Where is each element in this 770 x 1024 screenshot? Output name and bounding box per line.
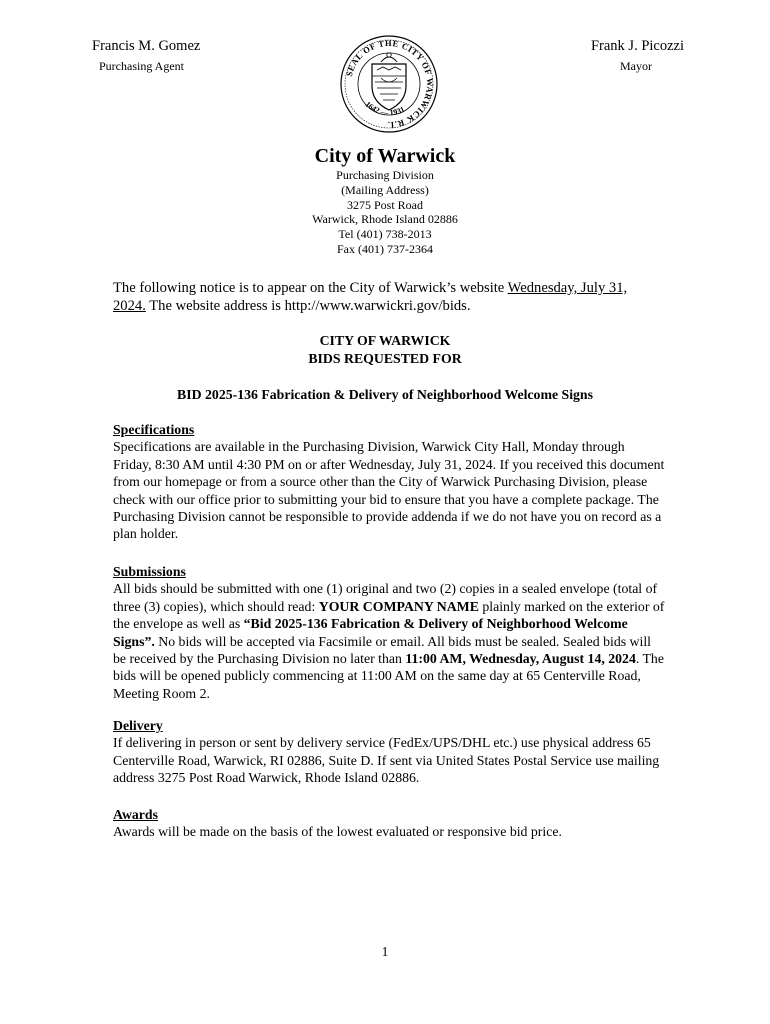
bid-deadline: 11:00 AM, Wednesday, August 14, 2024 — [405, 651, 636, 667]
division-address-block — [0, 168, 770, 257]
delivery-text: If delivering in person or sent by delivery service (FedEx/UPS/DHL etc.) use physical address 65 Centerville Road, Warwick, RI 02886, Suite D. If sent via United States Postal Service use mailing address 3275 Post Road Warwick, Rhode Island 02886. — [113, 735, 660, 786]
title-city: CITY OF WARWICK — [319, 333, 451, 348]
specifications-text: Specifications are available in the Purchasing Division, Warwick City Hall, Monday through Friday, 8:30 AM until 4:30 PM on or after Wednesday, July 31, 2024. If you received this document from our homepage or from a source other than the City of Warwick Purchasing Division, please check with our office prior to submitting your bid to ensure that you have a complete package. The Purchasing Division cannot be responsible to provide addenda if we do not have you on record as a plan holder. — [113, 439, 665, 542]
address-line: Warwick, Rhode Island 02886 — [312, 212, 458, 227]
specifications-section — [113, 421, 665, 543]
envelope-marking: “Bid 2025-136 Fabrication & Delivery of Neighborhood Welcome Signs”. — [113, 616, 628, 649]
delivery-section — [113, 717, 665, 787]
purchasing-agent-name: Francis M. Gomez — [92, 38, 201, 54]
purchasing-agent-title: Purchasing Agent — [99, 59, 184, 73]
delivery-heading: Delivery — [113, 718, 163, 733]
notice-paragraph: The following notice is to appear on the City of Warwick’s website Wednesday, July 31, 2024. The website address is http://www.warwickri.gov/bids. — [113, 280, 628, 314]
city-seal-logo — [339, 34, 439, 134]
awards-section — [113, 806, 665, 841]
mayor-name: Frank J. Picozzi — [590, 38, 684, 54]
address-line: 3275 Post Road — [346, 197, 423, 212]
title-bids-requested: BIDS REQUESTED FOR — [308, 351, 462, 366]
phone-line: Tel (401) 738-2013 — [338, 227, 432, 242]
company-name-placeholder: YOUR COMPANY NAME — [318, 598, 479, 614]
svg-text:SEAL OF THE CITY OF WARWICK R.: SEAL OF THE CITY OF WARWICK R.I. — [343, 37, 436, 131]
address-line: Purchasing Division — [336, 168, 434, 182]
page-number: 1 — [381, 944, 389, 959]
notice-date: Wednesday, July 31, 2024. — [113, 280, 628, 314]
city-title: City of Warwick — [314, 145, 456, 167]
submissions-text: All bids should be submitted with one (1) original and two (2) copies in a sealed envelope (total of three (3) copies), which should read: YOUR COMPANY NAME plainly marked on the exterior of the envelope as well as “Bid 2025-136 Fabrication & Delivery of Neighborhood Welcome Signs”. No bids will be accepted via Facsimile or email. All bids must be sealed. Sealed bids will be received by the Purchasing Division no later than 11:00 AM, Wednesday, August 14, 2024. The bids will be opened publicly commencing at 11:00 AM on the same day at 65 Centerville Road, Meeting Room 2. — [113, 581, 665, 701]
submissions-section — [113, 563, 665, 702]
awards-heading: Awards — [113, 807, 158, 822]
seal-icon — [339, 34, 439, 134]
fax-line: Fax (401) 737-2364 — [337, 241, 433, 256]
specifications-heading: Specifications — [113, 422, 195, 437]
address-line: (Mailing Address) — [341, 182, 429, 197]
submissions-heading: Submissions — [113, 564, 186, 579]
bid-title: BID 2025-136 Fabrication & Delivery of Neighborhood Welcome Signs — [177, 387, 593, 402]
awards-text: Awards will be made on the basis of the lowest evaluated or responsive bid price. — [113, 824, 562, 840]
mayor-title: Mayor — [620, 59, 652, 73]
svg-text:1642 — 1931: 1642 — 1931 — [363, 99, 407, 118]
